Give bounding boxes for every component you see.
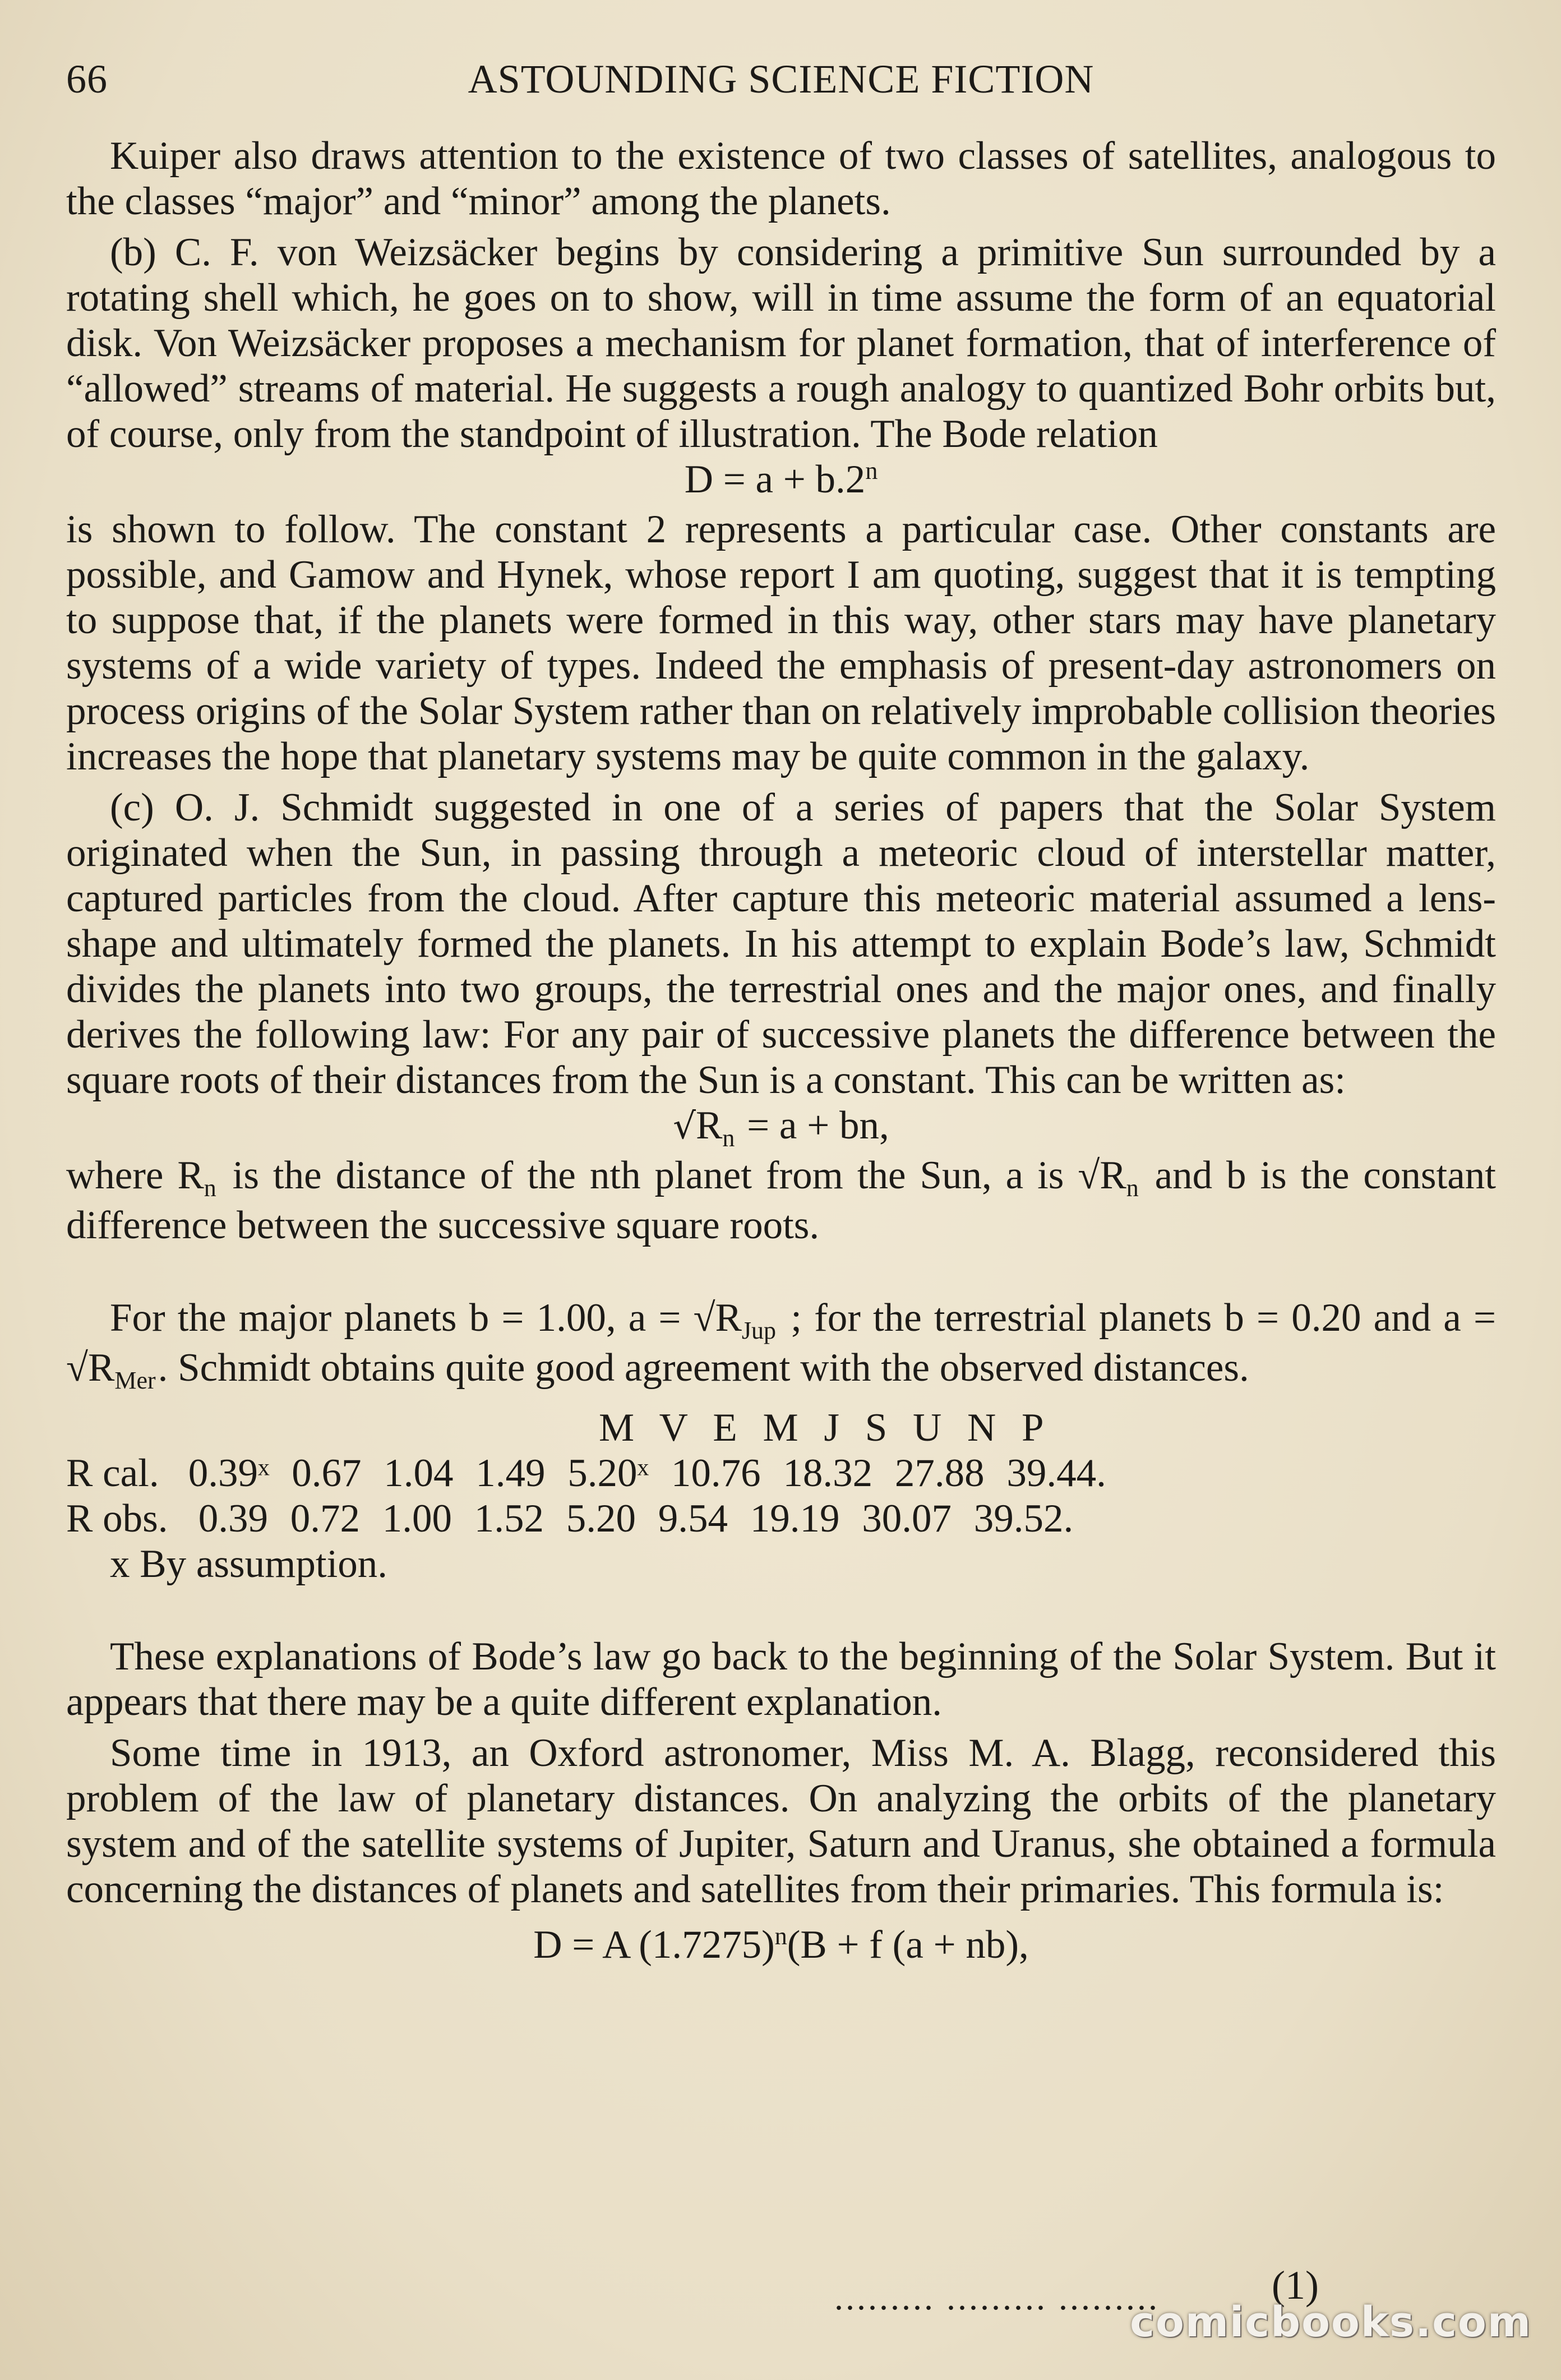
where-rn-text-c: and b is the constant difference between the successive square roots.: [66, 1154, 1497, 1247]
row-label: R cal.: [66, 1451, 159, 1495]
article-body: [66, 133, 1496, 1972]
paragraph-major-planets: [66, 1295, 1496, 1395]
table-cell: 1.04: [384, 1451, 454, 1495]
table-cell: 9.54: [658, 1497, 728, 1540]
watermark: comicbooks.com: [1130, 2298, 1532, 2346]
where-rn-text-a: where R: [66, 1154, 204, 1197]
where-rn-text-b: is the distance of the nth planet from the Sun, a is √R: [232, 1154, 1126, 1197]
table-cell: 1.00: [382, 1497, 452, 1540]
equation-leader-dots: ......... ......... .........: [834, 2277, 1160, 2317]
equation-schmidt-rhs: = a + bn,: [747, 1104, 889, 1147]
equation-blagg-part-a: D = A (1.7275): [533, 1923, 775, 1967]
planet-table-header: M V E M J S U N P: [599, 1406, 1052, 1450]
radical-sign: √: [673, 1106, 696, 1147]
paragraph-gamow-hynek: is shown to follow. The constant 2 represents a particular case. Other constants are possible, and Gamow and Hynek, whose report I am quoting, suggest that it is tempting to suppose that, if the planets were formed in this way, other stars may have planetary systems of a wide variety of types. Indeed the emphasis of present-day astronomers on process origins of the Solar System rather than on relatively improbable collision theories increases the hope that planetary systems may be quite common in the galaxy.: [66, 508, 1496, 778]
table-cell: 27.88: [894, 1451, 985, 1495]
paragraph-kuiper: Kuiper also draws attention to the existence of two classes of satellites, analogous to the classes “major” and “minor” among the planets.: [66, 134, 1496, 223]
paragraph-explanations: These explanations of Bode’s law go back to the beginning of the Solar System. But it appears that there may be a quite different explanation.: [66, 1635, 1496, 1724]
paragraph-blagg: Some time in 1913, an Oxford astronomer, Miss M. A. Blagg, reconsidered this problem of the law of planetary distances. On analyzing the orbits of the planetary system and of the satellite systems of Jupiter, Saturn and Uranus, she obtained a formula concerning the distances of planets and satellites from their primaries. This formula is:: [66, 1731, 1496, 1911]
running-title: ASTOUNDING SCIENCE FICTION: [468, 57, 1094, 102]
major-planets-text-a: For the major planets b = 1.00, a = √R: [110, 1296, 742, 1340]
table-cell: 30.07: [862, 1497, 952, 1540]
table-cell: 5.20: [566, 1497, 636, 1540]
table-cell: 39.52.: [973, 1497, 1074, 1540]
table-cell: 0.67: [292, 1451, 362, 1495]
where-rn-subscript-1: n: [204, 1174, 216, 1202]
page-header: [66, 56, 1496, 107]
table-cell: 19.19: [750, 1497, 840, 1540]
where-rn-subscript-2: n: [1126, 1174, 1139, 1202]
equation-bode-exponent: n: [865, 457, 878, 485]
table-cell: 0.72: [290, 1497, 360, 1540]
equation-blagg-part-b: (B + f (a + nb),: [787, 1923, 1029, 1967]
paragraph-where-rn: [66, 1153, 1496, 1248]
table-footnote: x By assumption.: [110, 1542, 388, 1586]
table-cell: 1.49: [475, 1451, 546, 1495]
table-cell: 0.39ˣ: [188, 1451, 270, 1495]
equation-bode-main: D = a + b.2: [684, 458, 866, 501]
paragraph-schmidt: (c) O. J. Schmidt suggested in one of a series of papers that the Solar System originated when the Sun, in passing through a meteoric cloud of interstellar matter, captured particles from the cloud. After capture this meteoric material assumed a lens-shape and ultimately formed the planets. In his attempt to explain Bode’s law, Schmidt divides the planets into two groups, the terrestrial ones and the major ones, and finally derives the following law: For any pair of successive planets the difference between the square roots of their distances from the Sun is a constant. This can be written as:: [66, 786, 1496, 1102]
subscript-jup: Jup: [741, 1317, 777, 1344]
paragraph-weizsacker: (b) C. F. von Weizsäcker begins by considering a primitive Sun surrounded by a rotating shell which, he goes on to show, will in time assume the form of an equatorial disk. Von Weizsäcker proposes a mechanism for planet formation, that of interference of “allowed” streams of material. He suggests a rough analogy to quantized Bohr orbits but, of course, only from the standpoint of illustration. The Bode relation: [66, 230, 1496, 456]
subscript-mer: Mer: [114, 1367, 156, 1394]
table-cell: 1.52: [474, 1497, 544, 1540]
equation-schmidt-r: R: [696, 1104, 723, 1147]
row-label: R obs.: [66, 1497, 168, 1540]
table-row-r-obs: [66, 1496, 1496, 1542]
table-cell: 18.32: [783, 1451, 873, 1495]
equation-blagg-exponent: n: [774, 1922, 787, 1950]
table-cell: 0.39: [198, 1497, 268, 1540]
planet-distance-table: [66, 1405, 1496, 1587]
equation-bode-relation: [66, 457, 1496, 507]
equation-schmidt-law: [66, 1103, 1496, 1153]
table-cell: 5.20ˣ: [567, 1451, 649, 1495]
major-planets-text-c: . Schmidt obtains quite good agreement with the observed distances.: [158, 1346, 1249, 1390]
table-cell: 10.76: [671, 1451, 761, 1495]
equation-blagg-formula: [66, 1922, 1496, 1972]
major-planets-text-b: ; for the terrestrial planets b = 0.20 and a = √R: [66, 1296, 1496, 1390]
equation-schmidt-subscript: n: [722, 1124, 735, 1152]
page-number: 66: [66, 57, 108, 102]
table-cell: 39.44.: [1006, 1451, 1106, 1495]
equation-number: (1): [1272, 2263, 1319, 2308]
table-row-r-cal: [66, 1451, 1496, 1496]
